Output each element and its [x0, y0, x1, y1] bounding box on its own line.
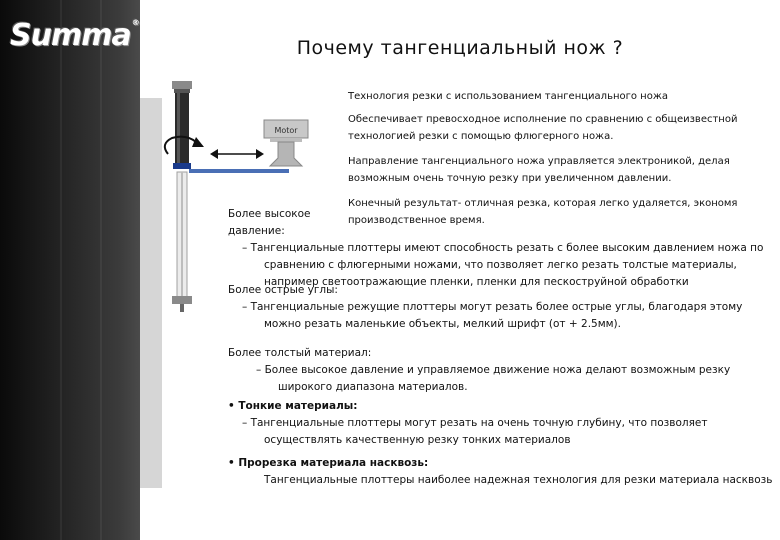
section-text: – Более высокое давление и управляемое движение ножа делают возможным резку широкого диапазона материалов. [256, 364, 731, 393]
knife-tip [180, 304, 184, 312]
section-sharper-corners [228, 282, 778, 333]
section-heading: Более высокое давление: [228, 208, 311, 237]
sidebar-panel [0, 0, 140, 540]
section-text: – Тангенциальные плоттеры имеют способность резать с более высоким давлением ножа по сравнению с флюгерными ножами, что позволяет легко резать толстые материалы, например светоотражающие пленки, пленки для пескоструйной обработки [242, 242, 764, 288]
arrow-left-icon [210, 149, 218, 159]
tool-blue-ring [173, 163, 191, 169]
tool-foot [172, 296, 192, 304]
trademark-symbol: ® [131, 18, 139, 27]
slide-title: Почему тангенциальный нож ? [296, 37, 624, 59]
rotation-arrowhead-icon [192, 137, 204, 147]
summa-logo [10, 18, 139, 53]
tool-cap-collar [174, 89, 190, 93]
section-heading: • Тонкие материалы: [228, 400, 358, 412]
motor-arm [189, 169, 289, 173]
intro-line-1: Технология резки с использованием тангенциального ножа [348, 91, 668, 102]
section-heading: Более острые углы: [228, 284, 338, 296]
section-text: – Тангенциальные режущие плоттеры могут резать более острые углы, благодаря этому можно резать маленькие объекты, мелкий шрифт (от + 2.5мм). [242, 301, 743, 330]
diagram-background [140, 98, 162, 488]
sidebar-stripe [60, 0, 62, 540]
section-thin-materials [228, 398, 778, 449]
section-higher-pressure [228, 206, 778, 291]
logo-text: Summa [10, 18, 131, 53]
intro-line-3: Направление тангенциального ножа управляется электроникой, делая возможным очень точную резку при увеличенном давлении. [348, 156, 730, 184]
motor-flange [270, 138, 302, 142]
motor-mount [270, 142, 302, 166]
sidebar-stripe [100, 0, 102, 540]
section-heading: Более толстый материал: [228, 347, 372, 359]
intro-line-4: Конечный результат- отличная резка, которая легко удаляется, экономя производственное время. [348, 198, 738, 226]
motor-label: Motor [274, 126, 298, 135]
intro-line-2: Обеспечивает превосходное исполнение по сравнению с общеизвестной технологией резки с помощью флюгерного ножа. [348, 114, 738, 142]
tool-top-cap [172, 81, 192, 89]
section-text: – Тангенциальные плоттеры могут резать на очень точную глубину, что позволяет осуществлять качественную резку тонких материалов [242, 417, 708, 446]
section-cut-through [228, 455, 778, 489]
arrow-right-icon [256, 149, 264, 159]
tool-shaft-highlight [177, 93, 180, 163]
section-thicker-material [228, 345, 778, 396]
section-heading: • Прорезка материала насквозь: [228, 457, 429, 469]
tool-shaft-core [181, 172, 183, 302]
section-text: Тангенциальные плоттеры наиболее надежная технология для резки материала насквозь [264, 474, 773, 486]
